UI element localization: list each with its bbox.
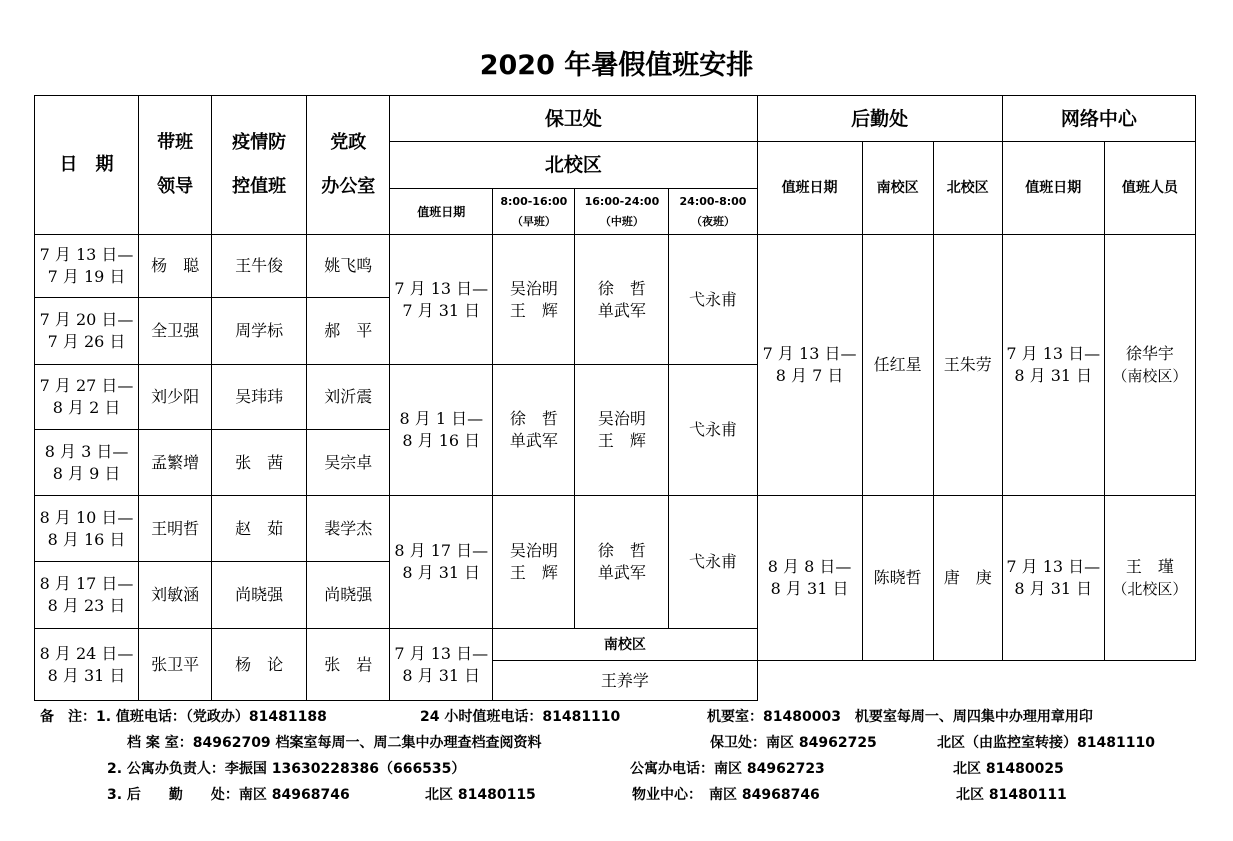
security-date: 8 月 17 日— 8 月 31 日 [390, 496, 493, 629]
header-north-campus: 北校区 [390, 142, 757, 189]
security-middle: 吴治明 王 辉 [575, 365, 669, 496]
network-date: 7 月 13 日— 8 月 31 日 [1002, 235, 1104, 496]
row-leader: 张卫平 [139, 629, 212, 701]
note-logistics: 3. 后 勤 处：南区 84968746 [107, 787, 350, 803]
header-night: 24:00-8:00 （夜班） [669, 189, 757, 235]
header-duty-date: 值班日期 [390, 189, 493, 235]
security-night: 弋永甫 [669, 496, 757, 629]
network-date: 7 月 13 日— 8 月 31 日 [1002, 496, 1104, 661]
header-middle: 16:00-24:00 （中班） [575, 189, 669, 235]
header-net-person: 值班人员 [1104, 142, 1195, 235]
note-logistics-north: 北区 81480115 [425, 787, 536, 803]
network-person: 徐华宇 [1125, 344, 1174, 363]
logistics-date: 8 月 8 日— 8 月 31 日 [757, 496, 862, 661]
network-person-cell [1104, 496, 1195, 661]
row-date: 8 月 10 日— 8 月 16 日 [35, 496, 139, 562]
row-office: 吴宗卓 [307, 430, 390, 496]
duty-schedule-table [34, 95, 1196, 701]
row-office: 郝 平 [307, 298, 390, 365]
network-campus: （北校区） [1112, 580, 1188, 598]
row-epidemic: 杨 论 [212, 629, 307, 701]
network-person: 王 瑾 [1125, 557, 1174, 576]
row-office: 刘沂震 [307, 365, 390, 430]
note-security-north: 北区（由监控室转接）81481110 [937, 735, 1155, 751]
security-south-label: 南校区 [493, 629, 757, 661]
row-epidemic: 周学标 [212, 298, 307, 365]
header-logistics: 后勤处 [757, 96, 1002, 142]
row-epidemic: 赵 茹 [212, 496, 307, 562]
row-office: 尚晓强 [307, 562, 390, 629]
security-morning: 吴治明 王 辉 [493, 235, 575, 365]
row-leader: 王明哲 [139, 496, 212, 562]
header-office: 党政 办公室 [307, 96, 390, 235]
row-leader: 杨 聪 [139, 235, 212, 298]
row-date: 8 月 3 日— 8 月 9 日 [35, 430, 139, 496]
row-leader: 刘少阳 [139, 365, 212, 430]
security-south-person: 王养学 [493, 661, 757, 701]
header-log-date: 值班日期 [757, 142, 862, 235]
row-leader: 刘敏涵 [139, 562, 212, 629]
security-middle: 徐 哲 单武军 [575, 496, 669, 629]
row-date: 7 月 27 日— 8 月 2 日 [35, 365, 139, 430]
header-net-date: 值班日期 [1002, 142, 1104, 235]
row-leader: 孟繁增 [139, 430, 212, 496]
note-24h: 24 小时值班电话：81481110 [420, 709, 621, 725]
security-night: 弋永甫 [669, 235, 757, 365]
row-epidemic: 王牛俊 [212, 235, 307, 298]
note-apartment-phone: 公寓办电话：南区 84962723 [630, 761, 825, 777]
security-date: 7 月 13 日— 7 月 31 日 [390, 235, 493, 365]
note-apartment-north: 北区 81480025 [953, 761, 1064, 777]
row-date: 7 月 13 日— 7 月 19 日 [35, 235, 139, 298]
network-person-cell [1104, 235, 1195, 496]
header-network: 网络中心 [1002, 96, 1195, 142]
header-row-1 [35, 96, 1196, 142]
row-office: 姚飞鸣 [307, 235, 390, 298]
note-phone: 备 注：1. 值班电话：（党政办）81481188 [40, 709, 327, 725]
header-date: 日 期 [35, 96, 139, 235]
row-epidemic: 张 茜 [212, 430, 307, 496]
security-date: 8 月 1 日— 8 月 16 日 [390, 365, 493, 496]
security-night: 弋永甫 [669, 365, 757, 496]
header-log-north: 北校区 [933, 142, 1002, 235]
header-morning: 8:00-16:00 （早班） [493, 189, 575, 235]
row-office: 张 岩 [307, 629, 390, 701]
note-security: 保卫处：南区 84962725 [710, 735, 877, 751]
header-leader: 带班 领导 [139, 96, 212, 235]
page-title: 2020 年暑假值班安排 [479, 50, 754, 81]
note-line-2 [40, 730, 1200, 756]
row-epidemic: 尚晓强 [212, 562, 307, 629]
note-apartment-head: 2. 公寓办负责人：李振国 13630228386（666535） [107, 761, 466, 777]
note-line-1 [40, 704, 1200, 730]
note-archive: 档 案 室：84962709 档案室每周一、周二集中办理查档查阅资料 [127, 735, 542, 751]
note-property: 物业中心： 南区 84968746 [632, 787, 820, 803]
security-middle: 徐 哲 单武军 [575, 235, 669, 365]
logistics-date: 7 月 13 日— 8 月 7 日 [757, 235, 862, 496]
table-row [35, 496, 1196, 562]
header-epidemic: 疫情防 控值班 [212, 96, 307, 235]
logistics-north: 王朱劳 [933, 235, 1002, 496]
row-date: 8 月 17 日— 8 月 23 日 [35, 562, 139, 629]
row-leader: 全卫强 [139, 298, 212, 365]
row-date: 8 月 24 日— 8 月 31 日 [35, 629, 139, 701]
security-morning: 吴治明 王 辉 [493, 496, 575, 629]
notes [40, 704, 1200, 808]
note-confidential: 机要室：81480003 机要室每周一、周四集中办理用章用印 [707, 709, 1093, 725]
network-campus: （南校区） [1112, 367, 1188, 385]
security-morning: 徐 哲 单武军 [493, 365, 575, 496]
note-line-3 [40, 756, 1200, 782]
row-date: 7 月 20 日— 7 月 26 日 [35, 298, 139, 365]
logistics-south: 陈晓哲 [862, 496, 933, 661]
note-property-north: 北区 81480111 [956, 787, 1067, 803]
logistics-north: 唐 庚 [933, 496, 1002, 661]
logistics-south: 任红星 [862, 235, 933, 496]
header-log-south: 南校区 [862, 142, 933, 235]
row-office: 裴学杰 [307, 496, 390, 562]
security-date: 7 月 13 日— 8 月 31 日 [390, 629, 493, 701]
note-line-4 [40, 782, 1200, 808]
header-security: 保卫处 [390, 96, 757, 142]
row-epidemic: 吴玮玮 [212, 365, 307, 430]
table-row [35, 235, 1196, 298]
